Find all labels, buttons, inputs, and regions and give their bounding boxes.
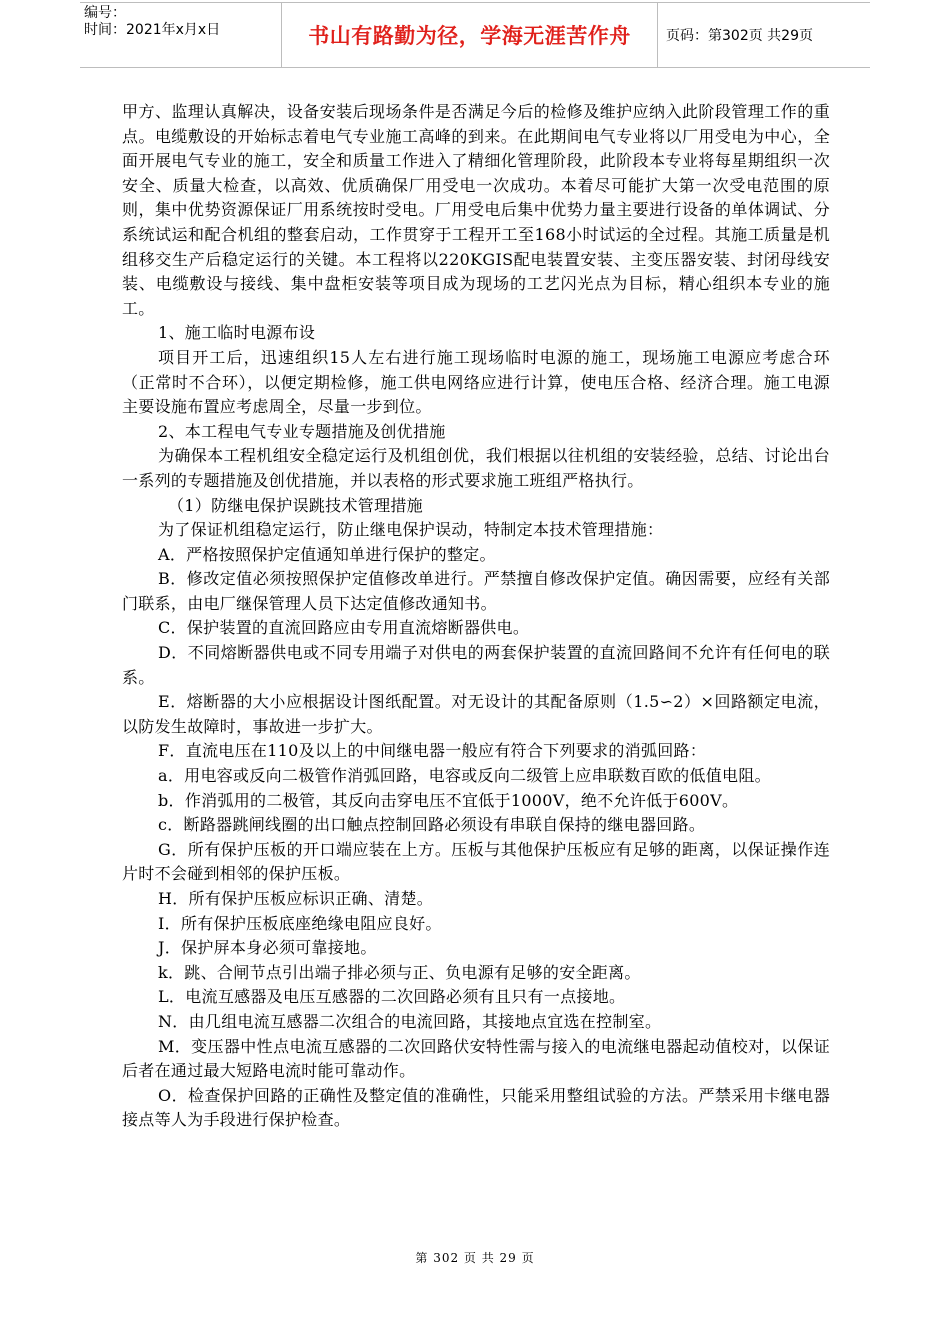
document-body [122, 100, 830, 1133]
list-item: I．所有保护压板底座绝缘电阻应良好。 [158, 913, 442, 933]
paragraph-intro: 甲方、监理认真解决，设备安装后现场条件是否满足今后的检修及维护应纳入此阶段管理工作的重点。电缆敷设的开始标志着电气专业施工高峰的到来。在此期间电气专业将以厂用受电为中心，全面开展电气专业的施工，安全和质量工作进入了精细化管理阶段，此阶段本专业将每星期组织一次安全、质量大检查，以高效、优质确保厂用受电一次成功。本着尽可能扩大第一次受电范围的原则，集中优势资源保证厂用系统按时受电。厂用受电后集中优势力量主要进行设备的单体调试、分系统试运和配合机组的整套启动，工作贯穿于工程开工至168小时试运的全过程。其施工质量是机组移交生产后稳定运行的关键。本工程将以220KGIS配电装置安装、主变压器安装、封闭母线安装、电缆敷设与接线、集中盘柜安装等项目成为现场的工艺闪光点为目标，精心组织本专业的施工。 [122, 102, 830, 318]
list-item: J．保护屏本身必须可靠接地。 [158, 938, 377, 958]
list-item: F．直流电压在110及以上的中间继电器一般应有符合下列要求的消弧回路： [158, 741, 707, 761]
list-item: b．作消弧用的二极管，其反向击穿电压不宜低于1000V，绝不允许低于600V。 [158, 790, 739, 810]
list-item: k．跳、合闸节点引出端子排必须与正、负电源有足够的安全距离。 [158, 962, 641, 982]
header-motto: 书山有路勤为径，学海无涯苦作舟 [282, 3, 658, 67]
list-item: O．检查保护回路的正确性及整定值的准确性，只能采用整组试验的方法。严禁采用卡继电器接点等人为手段进行保护检查。 [122, 1085, 830, 1130]
list-item: B．修改定值必须按照保护定值修改单进行。严禁擅自修改保护定值。确因需要，应经有关部门联系，由电厂继保管理人员下达定值修改通知书。 [122, 569, 830, 613]
section-heading-1: 1、施工临时电源布设 [158, 323, 316, 343]
list-item: L．电流互感器及电压互感器的二次回路必须有且只有一点接地。 [158, 987, 626, 1007]
document-number-label: 编号： [84, 5, 126, 21]
list-item: a．用电容或反向二极管作消弧回路，电容或反向二级管上应串联数百欧的低值电阻。 [158, 766, 771, 786]
paragraph: 为了保证机组稳定运行，防止继电保护误动，特制定本技术管理措施： [158, 520, 664, 540]
list-item: A．严格按照保护定值通知单进行保护的整定。 [158, 544, 496, 564]
document-header [80, 2, 870, 68]
page-footer: 第 302 页 共 29 页 [415, 1251, 535, 1265]
list-item: D．不同熔断器供电或不同专用端子对供电的两套保护装置的直流回路间不允许有任何电的联系。 [122, 643, 830, 687]
list-item: c．断路器跳闸线圈的出口触点控制回路必须设有串联自保持的继电器回路。 [158, 815, 706, 835]
paragraph: 为确保本工程机组安全稳定运行及机组创优，我们根据以往机组的安装经验，总结、讨论出台一系列的专题措施及创优措施，并以表格的形式要求施工班组严格执行。 [122, 446, 830, 490]
subsection-heading: （1）防继电保护误跳技术管理措施 [168, 495, 423, 515]
list-item: C．保护装置的直流回路应由专用直流熔断器供电。 [158, 618, 530, 638]
document-time-label: 时间：2021年x月x日 [84, 22, 221, 38]
section-heading-2: 2、本工程电气专业专题措施及创优措施 [158, 421, 446, 441]
header-meta-cell [80, 3, 282, 67]
header-page-info: 页码：第302页 共29页 [666, 28, 813, 44]
list-item: M．变压器中性点电流互感器的二次回路伏安特性需与接入的电流继电器起动值校对，以保证后者在通过最大短路电流时能可靠动作。 [122, 1036, 830, 1081]
list-item: H．所有保护压板应标识正确、清楚。 [158, 889, 434, 908]
paragraph: 项目开工后，迅速组织15人左右进行施工现场临时电源的施工，现场施工电源应考虑合环（正常时不合环），以便定期检修，施工供电网络应进行计算，使电压合格、经济合理。施工电源主要设施布置应考虑周全，尽量一步到位。 [122, 347, 830, 417]
list-item: E．熔断器的大小应根据设计图纸配置。对无设计的其配备原则（1.5∽2）×回路额定电流，以防发生故障时，事故进一步扩大。 [122, 692, 830, 736]
list-item: G．所有保护压板的开口端应装在上方。压板与其他保护压板应有足够的距离，以保证操作连片时不会碰到相邻的保护压板。 [122, 839, 830, 884]
list-item: N．由几组电流互感器二次组合的电流回路，其接地点宜选在控制室。 [158, 1011, 662, 1031]
